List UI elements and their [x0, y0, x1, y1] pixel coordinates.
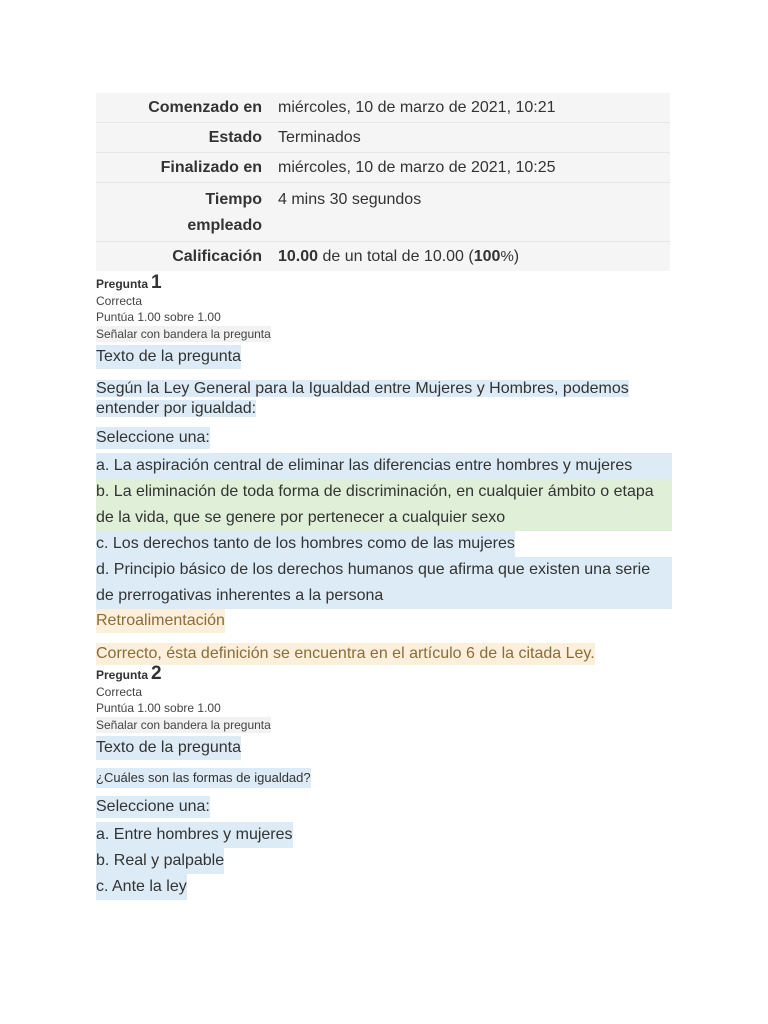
question-2-number: 2: [151, 663, 162, 684]
question-1-answers: [96, 453, 672, 609]
question-1-number: 1: [151, 272, 162, 293]
question-2-answer-b[interactable]: b. Real y palpable: [96, 848, 224, 874]
question-2-prefix: Pregunta: [96, 668, 149, 682]
time-label-line-2: empleado: [187, 217, 262, 234]
finished-value: miércoles, 10 de marzo de 2021, 10:25: [278, 159, 556, 176]
grade-percent-sign: %: [500, 248, 514, 265]
question-2-grade: Puntúa 1.00 sobre 1.00: [96, 701, 221, 715]
finished-label: Finalizado en: [160, 159, 262, 176]
question-2-flag-link[interactable]: Señalar con bandera la pregunta: [96, 718, 271, 732]
grade-value: [270, 242, 670, 272]
grade-score: 10.00: [278, 248, 319, 265]
question-1-prefix: Pregunta: [96, 277, 149, 291]
question-1-text: Según la Ley General para la Igualdad entre Mujeres y Hombres, podemos entender por igualdad:: [96, 380, 629, 417]
question-1-answer-d[interactable]: d. Principio básico de los derechos humanos que afirma que existen una serie de prerrogativas inherentes a la persona: [96, 557, 672, 609]
started-label: Comenzado en: [148, 99, 262, 116]
started-value: miércoles, 10 de marzo de 2021, 10:21: [278, 99, 556, 116]
question-1-flag-link[interactable]: Señalar con bandera la pregunta: [96, 327, 271, 341]
question-1: [96, 274, 672, 665]
grade-label: Calificación: [172, 248, 262, 265]
summary-row-finished: [96, 153, 670, 183]
question-1-feedback: Correcto, ésta definición se encuentra en el artículo 6 de la citada Ley.: [96, 643, 595, 665]
time-label-line-1: Tiempo: [205, 191, 262, 208]
summary-row-time: [96, 183, 670, 242]
question-2-text-label: Texto de la pregunta: [96, 736, 241, 760]
question-1-state: Correcta: [96, 294, 143, 308]
question-1-text-wrap: [96, 379, 672, 419]
time-value: 4 mins 30 segundos: [278, 191, 422, 208]
question-2-answer-a[interactable]: a. Entre hombres y mujeres: [96, 822, 293, 848]
question-1-answer-a[interactable]: a. La aspiración central de eliminar las diferencias entre hombres y mujeres: [96, 453, 672, 479]
question-2: [96, 665, 672, 900]
summary-row-grade: [96, 242, 670, 272]
time-label: [96, 183, 270, 242]
question-1-header: [96, 274, 672, 293]
question-1-select-one: Seleccione una:: [96, 427, 210, 449]
question-1-answer-b[interactable]: b. La eliminación de toda forma de discriminación, en cualquier ámbito o etapa de la vida, que se genere por pertenecer a cualquier sexo: [96, 479, 672, 531]
quiz-review-page: [96, 93, 672, 900]
question-2-answers: [96, 822, 672, 900]
question-1-text-label: Texto de la pregunta: [96, 345, 241, 369]
question-2-select-one: Seleccione una:: [96, 796, 210, 818]
question-1-answer-c[interactable]: c. Los derechos tanto de los hombres como de las mujeres: [96, 531, 515, 557]
question-1-grade: Puntúa 1.00 sobre 1.00: [96, 310, 221, 324]
question-2-header: [96, 665, 672, 684]
question-2-state: Correcta: [96, 685, 143, 699]
summary-row-state: [96, 123, 670, 153]
grade-percent: 100: [473, 248, 501, 265]
state-value: Terminados: [278, 129, 361, 146]
state-label: Estado: [208, 129, 262, 146]
summary-row-started: [96, 93, 670, 123]
grade-mid: de un total de 10.00 (: [322, 248, 474, 265]
attempt-summary-table: [96, 93, 670, 271]
question-1-feedback-label: Retroalimentación: [96, 609, 225, 633]
question-2-answer-c[interactable]: c. Ante la ley: [96, 874, 187, 900]
question-2-text: ¿Cuáles son las formas de igualdad?: [96, 768, 311, 788]
grade-close: ): [513, 248, 520, 265]
